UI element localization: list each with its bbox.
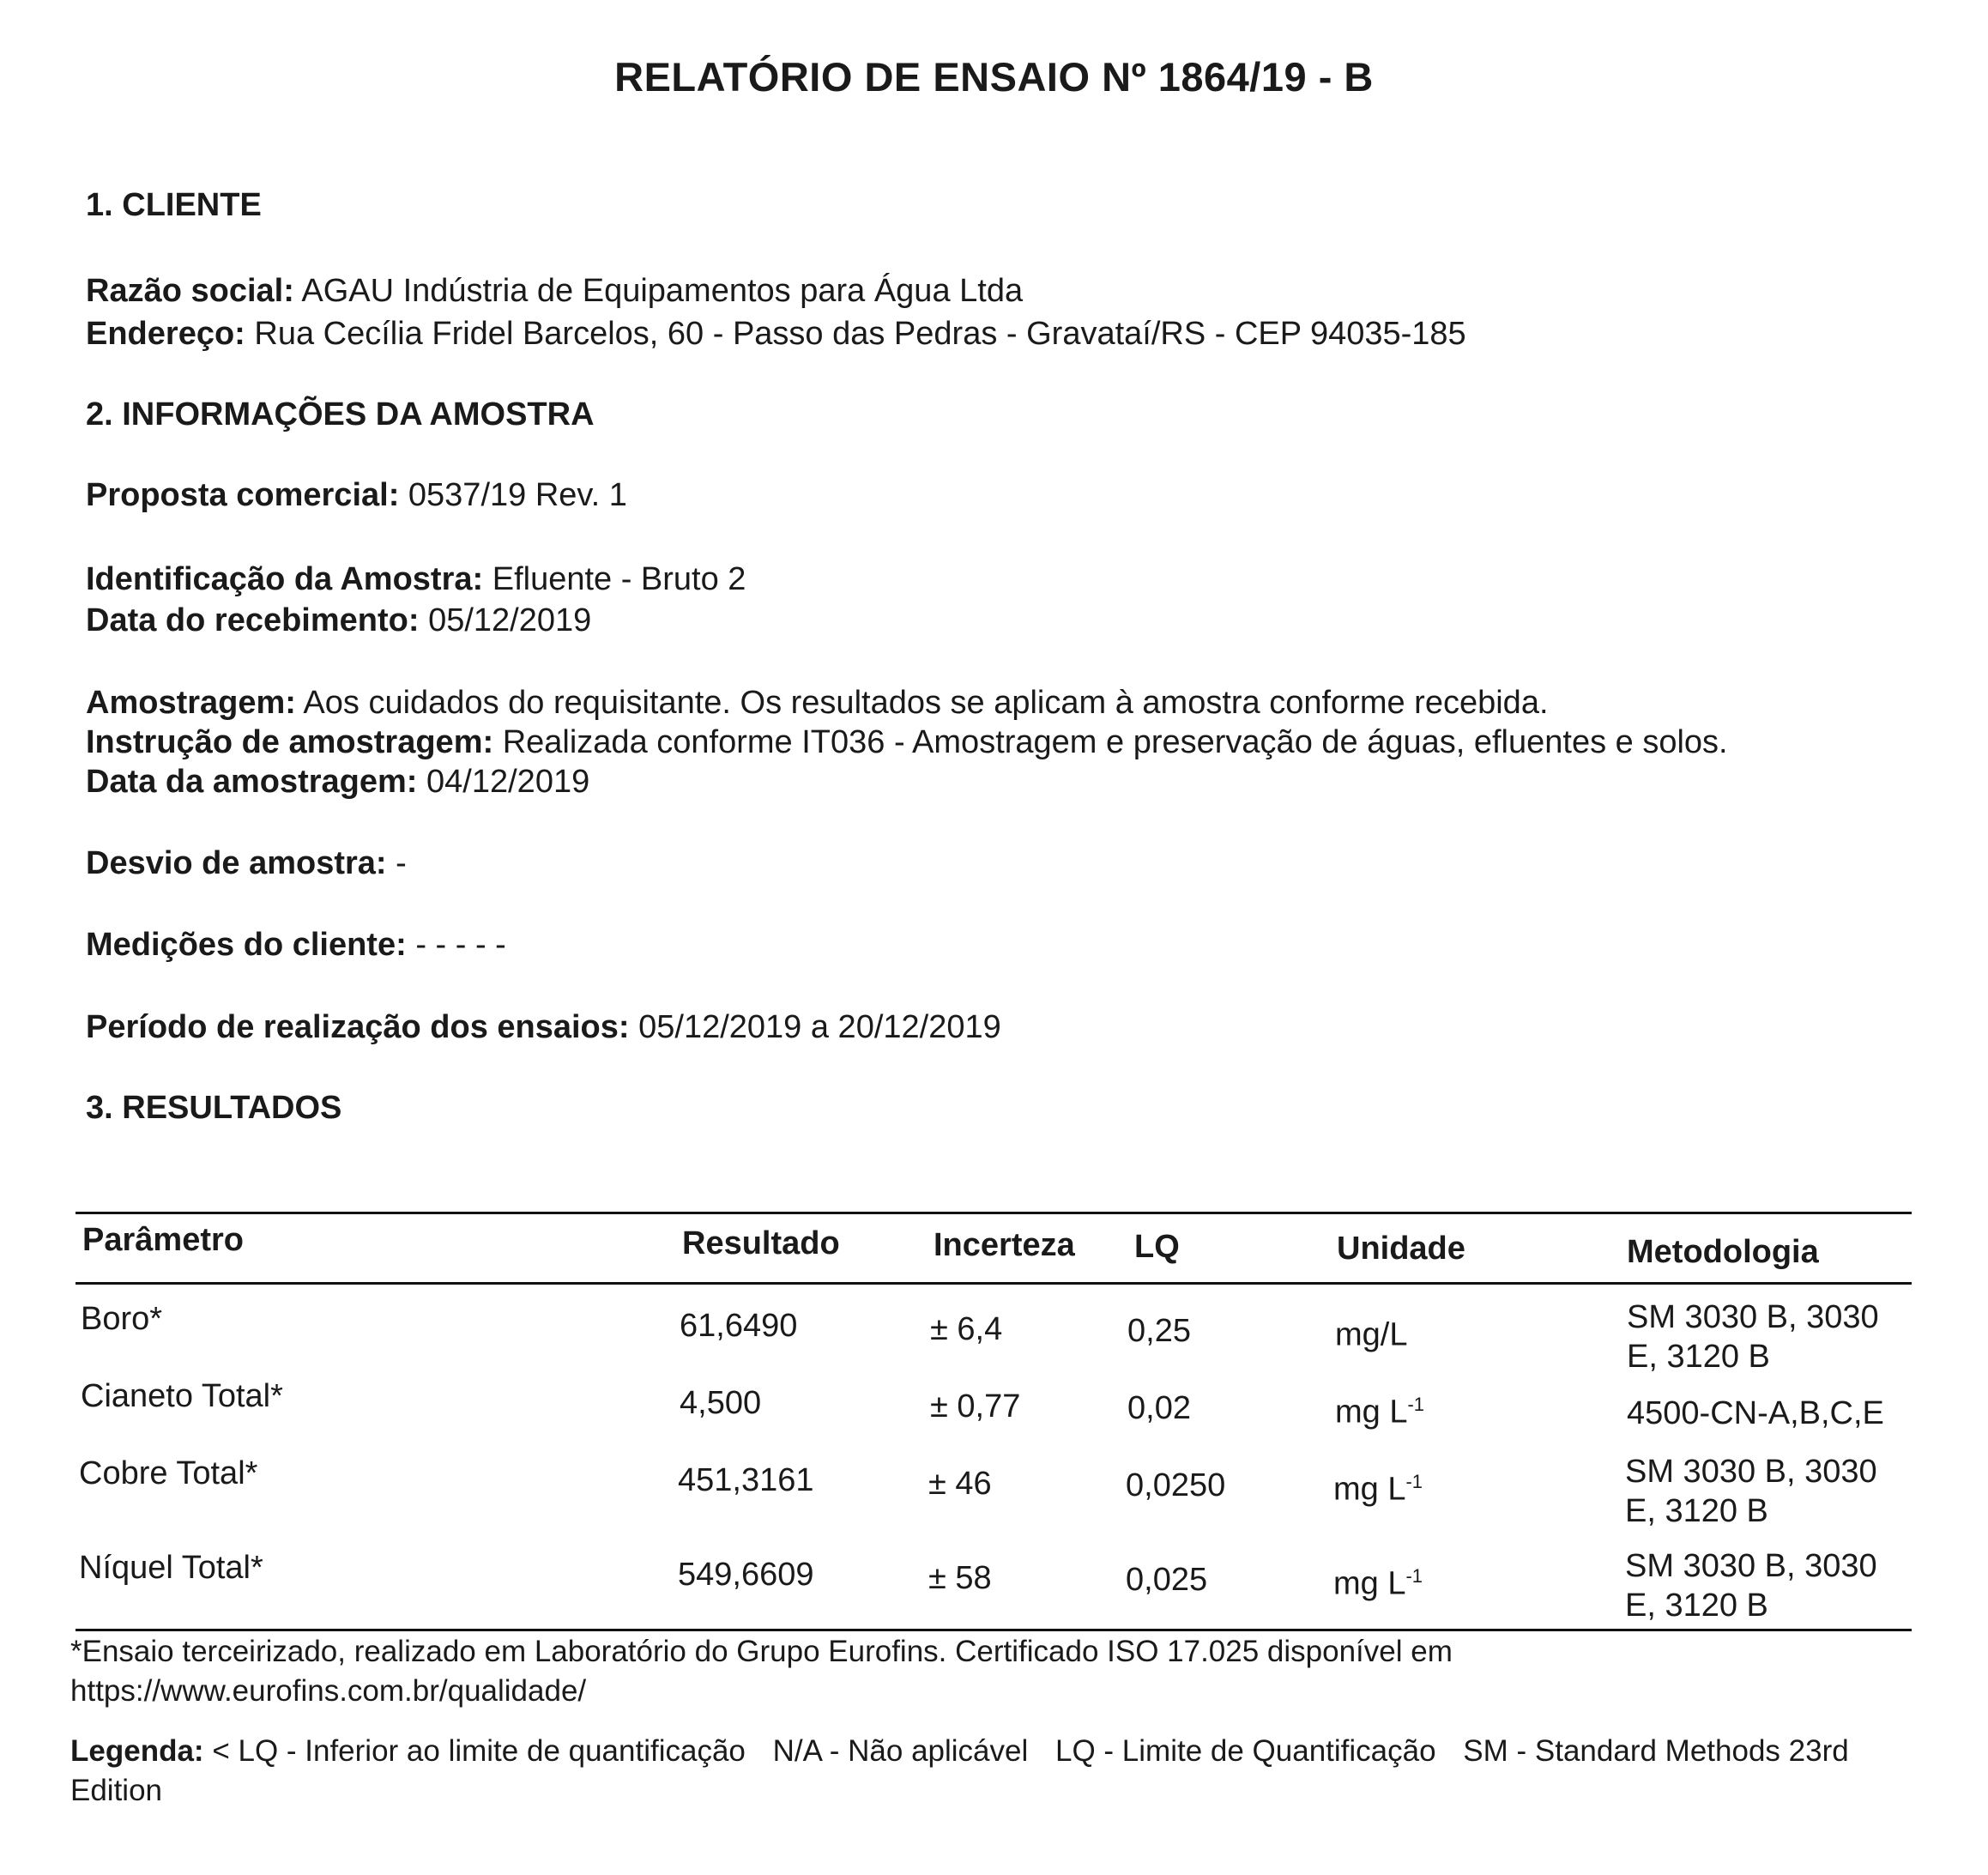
cell-lq: 0,02: [1127, 1390, 1191, 1426]
section-client-heading: 1. CLIENTE: [86, 187, 262, 223]
legend-item: N/A - Não aplicável: [772, 1734, 1029, 1768]
cell-resultado: 61,6490: [680, 1308, 798, 1344]
legend-item: SM - Standard Methods 23rd Edition: [70, 1734, 1849, 1807]
periodo-line: [86, 1009, 1001, 1046]
desvio-line: [86, 845, 407, 882]
cell-lq: 0,0250: [1126, 1467, 1226, 1503]
header-resultado: Resultado: [682, 1225, 840, 1261]
desvio-label: Desvio de amostra:: [86, 845, 387, 881]
cell-parametro: Boro*: [81, 1301, 163, 1337]
cell-metodologia: SM 3030 B, 3030 E, 3120 B: [1625, 1454, 1877, 1529]
header-incerteza: Incerteza: [934, 1227, 1075, 1263]
cell-parametro: Níquel Total*: [79, 1550, 263, 1586]
results-footnote: *Ensaio terceirizado, realizado em Laboratório do Grupo Eurofins. Certificado ISO 17.025 disponível em https://www.eurofins.com.br/qualidade/: [70, 1635, 1453, 1708]
data-amostragem-label: Data da amostragem:: [86, 764, 418, 800]
cell-parametro: Cianeto Total*: [81, 1378, 283, 1414]
amostragem-label: Amostragem:: [86, 685, 296, 721]
header-lq: LQ: [1134, 1229, 1180, 1265]
razao-social-line: [86, 273, 1023, 310]
recebimento-label: Data do recebimento:: [86, 602, 420, 638]
medicoes-line: [86, 927, 506, 964]
recebimento-value: 05/12/2019: [428, 602, 592, 638]
cell-metodologia: SM 3030 B, 3030 E, 3120 B: [1627, 1299, 1879, 1375]
desvio-value: -: [396, 845, 407, 881]
cell-lq: 0,025: [1126, 1562, 1208, 1598]
cell-unidade: mg $L^{-1}$: [1333, 1471, 1423, 1508]
periodo-value: 05/12/2019 a 20/12/2019: [638, 1009, 1001, 1045]
table-header-rule: [76, 1282, 1912, 1285]
legend-label: Legenda:: [70, 1734, 204, 1768]
instrucao-line: [86, 724, 1728, 761]
instrucao-value: Realizada conforme IT036 - Amostragem e preservação de águas, efluentes e solos.: [502, 724, 1728, 760]
cell-incerteza: ± 0,77: [930, 1388, 1021, 1424]
proposta-label: Proposta comercial:: [86, 477, 400, 513]
cell-parametro: Cobre Total*: [79, 1455, 258, 1491]
endereco-line: [86, 316, 1466, 353]
cell-metodologia: SM 3030 B, 3030 E, 3120 B: [1625, 1548, 1877, 1624]
cell-unidade: mg/L: [1335, 1316, 1408, 1353]
proposta-line: [86, 477, 627, 514]
cell-incerteza: ± 58: [928, 1560, 992, 1596]
endereco-label: Endereço:: [86, 316, 245, 352]
legend: [70, 1732, 1924, 1811]
medicoes-value: - - - - -: [415, 927, 506, 963]
endereco-value: Rua Cecília Fridel Barcelos, 60 - Passo das Pedras - Gravataí/RS - CEP 94035-185: [254, 316, 1466, 352]
cell-unidade: mg $L^{-1}$: [1333, 1565, 1423, 1602]
data-amostragem-value: 04/12/2019: [426, 764, 590, 800]
data-amostragem-line: [86, 764, 589, 801]
cell-unidade: mg $L^{-1}$: [1335, 1394, 1425, 1430]
cell-metodologia: 4500-CN-A,B,C,E: [1627, 1395, 1884, 1431]
amostragem-value: Aos cuidados do requisitante. Os resultados se aplicam à amostra conforme recebida.: [303, 685, 1549, 721]
legend-item: LQ - Limite de Quantificação: [1055, 1734, 1436, 1768]
periodo-label: Período de realização dos ensaios:: [86, 1009, 630, 1045]
razao-social-label: Razão social:: [86, 273, 294, 309]
identificacao-label: Identificação da Amostra:: [86, 561, 484, 597]
razao-social-value: AGAU Indústria de Equipamentos para Água Ltda: [301, 273, 1024, 309]
legend-item: < LQ - Inferior ao limite de quantificação: [212, 1734, 746, 1768]
section-results-heading: 3. RESULTADOS: [86, 1090, 342, 1126]
proposta-value: 0537/19 Rev. 1: [408, 477, 627, 513]
table-bottom-rule: [76, 1629, 1912, 1631]
amostragem-line: [86, 685, 1549, 722]
section-sample-heading: 2. INFORMAÇÕES DA AMOSTRA: [86, 396, 595, 432]
medicoes-label: Medições do cliente:: [86, 927, 407, 963]
header-metodologia: Metodologia: [1627, 1234, 1819, 1270]
cell-resultado: 451,3161: [678, 1462, 814, 1498]
identificacao-value: Efluente - Bruto 2: [492, 561, 746, 597]
table-top-rule: [76, 1212, 1912, 1214]
cell-resultado: 4,500: [680, 1385, 762, 1421]
cell-lq: 0,25: [1127, 1313, 1191, 1349]
report-title: RELATÓRIO DE ENSAIO Nº 1864/19 - B: [614, 54, 1374, 100]
cell-incerteza: ± 6,4: [930, 1311, 1003, 1347]
cell-resultado: 549,6609: [678, 1557, 814, 1593]
header-parametro: Parâmetro: [82, 1222, 244, 1258]
instrucao-label: Instrução de amostragem:: [86, 724, 494, 760]
recebimento-line: [86, 602, 591, 639]
identificacao-line: [86, 561, 746, 598]
cell-incerteza: ± 46: [928, 1466, 992, 1502]
header-unidade: Unidade: [1337, 1231, 1465, 1267]
